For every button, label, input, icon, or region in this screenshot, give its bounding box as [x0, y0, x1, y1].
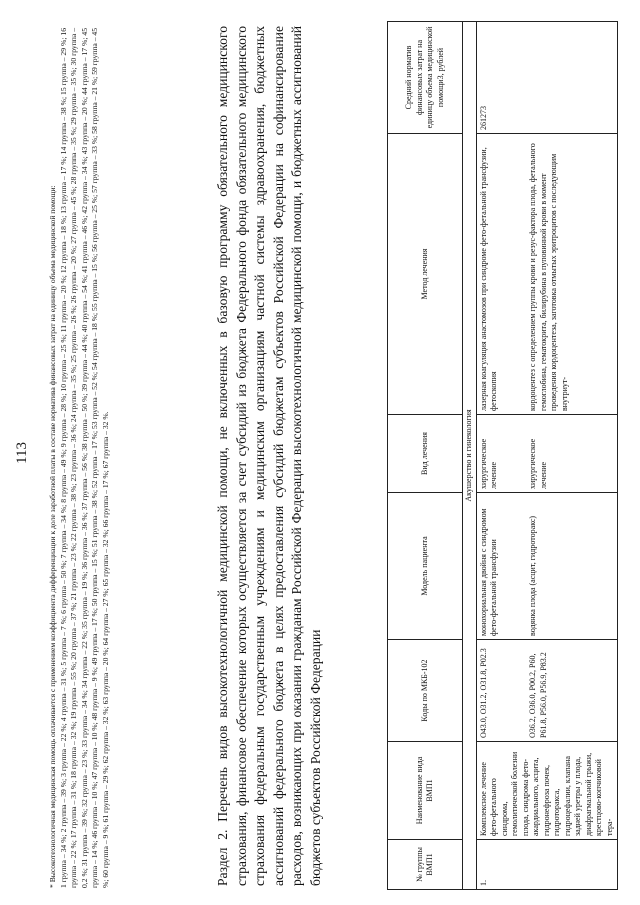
- header-patient-model: Модель пациента: [388, 493, 463, 640]
- group-title: Акушерство и гинекология: [463, 22, 477, 890]
- table-row: [476, 22, 526, 890]
- header-average-cost: Средний норматив финансовых затрат на единицу объема медицинской помощи3, рублей: [388, 22, 463, 134]
- page-number: 113: [14, 442, 30, 464]
- row-codes-2: O36.2, O36.0, P00.2, P60, P61.8, P56.0, P56.9, P83.2: [526, 640, 617, 742]
- row-cost: 261273: [476, 22, 618, 134]
- footnote-groups: 1 группа – 34 %; 2 группа – 39 %; 3 группа – 22 %; 4 группа – 31 %; 5 группа – 7 %; 6 группа – 50 %; 7 группа – 34 %; 8 группа – 49 %; 9 группа – 28 %; 10 группа – 25 %; 11 группа – 20 %; 12 группа – 18 %; 13 группа – 17 %; 14 группа – 38 %; 15 группа – 29 %; 16 группа – 22 %; 17 группа – 31 %; 18 группа – 32 %; 19 группа – 55 %; 20 группа – 37 %; 21 группа – 23 %; 22 группа – 38 %; 23 группа – 36 %; 24 группа – 35 %; 25 группа – 26 %; 26 группа – 20 %; 27 группа – 45 %; 28 группа – 35 %; 29 группа – 35 %; 30 группа – 0,2 %; 31 группа – 39 %; 32 группа – 23 %; 33 группа – 34 %; 34 группа – 22 %; 35 группа – 19 %; 36 группа – 36 %; 37 группа – 56 %; 38 группа – 50 %; 39 группа – 44 %; 40 группа – 54 %; 41 группа – 46 %; 42 группа – 34 %; 43 группа – 20 %; 44 группа – 17 %; 45 группа – 14 %; 46 группа – 10 %; 47 группа – 10 %; 48 группа – 9 %; 49 группа – 17 %; 50 группа – 15 %; 51 группа – 38 %; 52 группа – 17 %; 53 группа – 52 %; 54 группа – 18 %; 55 группа – 15 %; 56 группа – 25 %; 57 группа – 33 %; 58 группа – 21 %; 59 группа – 45 %; 60 группа – 9 %; 61 группа – 29 %; 62 группа – 32 %; 63 группа – 20 %; 64 группа – 27 %; 65 группа – 32 %; 66 группа – 17 %; 67 группа – 32 %.: [58, 28, 110, 888]
- row-model-1: монохориальная двойня с синдромом фето-фетальной трансфузии: [476, 493, 526, 640]
- table-header-row: [388, 22, 463, 890]
- rotated-content: [14, 14, 627, 892]
- footnote-intro: * Высокотехнологичная медицинская помощь оплачивается с применением коэффициента дифференциации к доле заработной платы в составе норматива финансовых затрат на единицу объема медицинской помощи:: [48, 185, 57, 888]
- header-treatment-type: Вид лечения: [388, 415, 463, 493]
- row-number: 1.: [476, 840, 618, 890]
- header-icd-codes: Коды по МКБ-102: [388, 640, 463, 742]
- row-method-2: кордоцентез с определением группы крови и резус-фактора плода, фетального гемоглобина, гематокрита, билирубина в пуповинной крови в момент проведения кордоцентеза, заготовка отмытых эритроцитов с последующим внутриут-: [526, 134, 617, 415]
- row-type-2: хирургическое лечение: [526, 415, 617, 493]
- header-treatment-method: Метод лечения: [388, 134, 463, 415]
- section-heading: Раздел 2. Перечень видов высокотехнологичной медицинской помощи, не включенных в базовую программу обязательного медицинского страхования, финансовое обеспечение которых осуществляется за счет субсидий из бюджета Федерального фонда обязательного медицинского страхования федеральным государственным учреждениям и медицинским организациям частной системы здравоохранения, бюджетных ассигнований федерального бюджета в целях предоставления субсидий бюджетам субъектов Российской Федерации на софинансирование расходов, возникающих при оказании гражданам Российской Федерации высокотехнологичной медицинской помощи, и бюджетных ассигнований бюджетов субъектов Российской Федерации: [215, 26, 323, 886]
- vmp-table: [387, 21, 618, 890]
- header-group-number: № группы ВМП1: [388, 840, 463, 890]
- row-model-2: водянка плода (асцит, гидроторакс): [526, 493, 617, 640]
- row-method-1: лазерная коагуляция анастомозов при синдроме фето-фетальной трансфузии, фетоскопия: [476, 134, 526, 415]
- header-vmp-name: Наименование вида ВМП1: [388, 742, 463, 840]
- row-type-1: хирургическое лечение: [476, 415, 526, 493]
- group-title-row: [463, 22, 477, 890]
- row-vmp-name: Комплексное лечение фето-фетального синдрома, гемолитической болезни плода, синдрома фето-акардиального, асцита, гидронефроза почек, гидроторакса, гидроцефалии, клапана задней уретры у плода, диафрагмальной грыжи, крестцово-копчиковой тера-: [476, 742, 618, 840]
- row-codes-1: O43.0, O31.2, O31.8, P02.3: [476, 640, 526, 742]
- footnote: [48, 28, 112, 888]
